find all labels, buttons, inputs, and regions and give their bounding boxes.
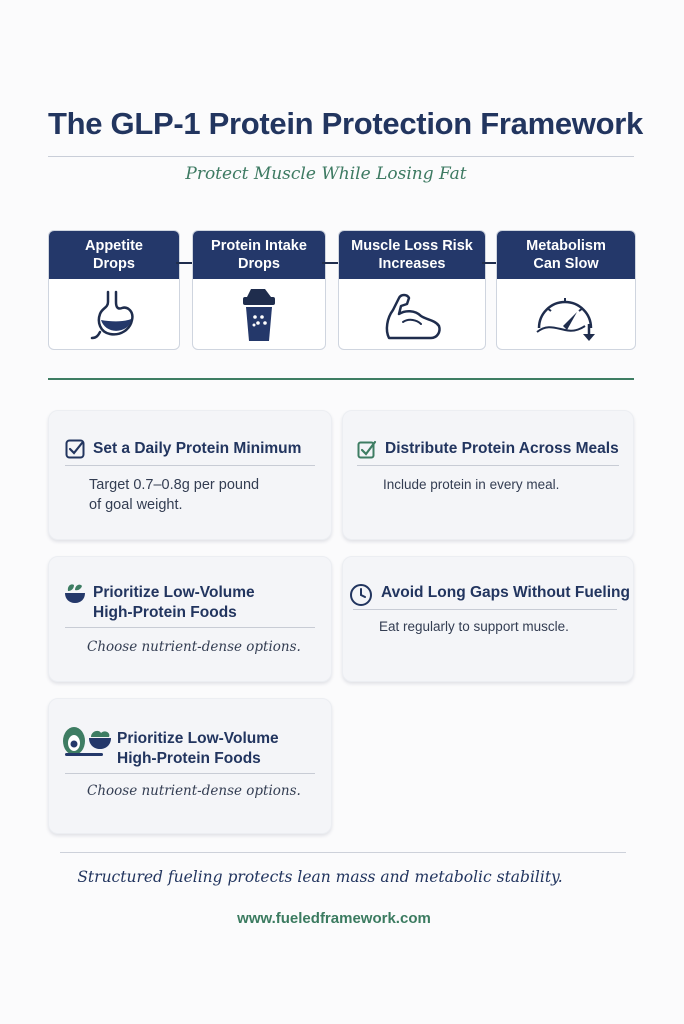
- footer-url[interactable]: www.fueledframework.com: [237, 910, 431, 927]
- step-label-line1: Metabolism: [526, 238, 606, 254]
- card-low-volume-foods: [48, 556, 332, 682]
- step-muscle-loss: [338, 230, 486, 350]
- card-title: Avoid Long Gaps Without Fueling: [381, 584, 630, 601]
- title-divider: [48, 156, 634, 157]
- checkbox-icon: [357, 439, 377, 459]
- step-label-line1: Muscle Loss Risk: [351, 238, 473, 254]
- step-label-line1: Appetite: [85, 238, 143, 254]
- card-divider: [65, 465, 315, 466]
- avocado-bowl-icon: [61, 725, 113, 757]
- page-title: The GLP-1 Protein Protection Framework: [48, 106, 643, 141]
- page-subtitle: Protect Muscle While Losing Fat: [185, 164, 467, 184]
- step-header: [497, 231, 635, 279]
- step-header: [339, 231, 485, 279]
- step-metabolism: [496, 230, 636, 350]
- step-label-line1: Protein Intake: [211, 238, 307, 254]
- footer-tagline: Structured fueling protects lean mass and metabolic stability.: [77, 868, 563, 886]
- card-body: Include protein in every meal.: [383, 477, 560, 492]
- card-divider: [353, 609, 617, 610]
- step-protein-intake: [192, 230, 326, 350]
- card-divider: [65, 773, 315, 774]
- step-header: [193, 231, 325, 279]
- card-title: Set a Daily Protein Minimum: [93, 440, 302, 457]
- card-distribute-protein: [342, 410, 634, 540]
- step-label-line2: Increases: [378, 256, 446, 272]
- card-title: [93, 583, 255, 623]
- checkbox-icon: [65, 439, 85, 459]
- card-body: Choose nutrient-dense options.: [87, 783, 301, 799]
- stomach-icon: [49, 283, 179, 349]
- flexed-arm-icon: [339, 283, 485, 349]
- card-low-volume-foods-2: [48, 698, 332, 834]
- card-title-line2: High-Protein Foods: [93, 604, 237, 621]
- process-steps: [48, 230, 638, 350]
- card-divider: [65, 627, 315, 628]
- card-body-line1: Target 0.7–0.8g per pound: [89, 477, 260, 493]
- step-label-line2: Drops: [93, 256, 135, 272]
- section-divider: [48, 378, 634, 380]
- step-appetite: [48, 230, 180, 350]
- card-title-line2: High-Protein Foods: [117, 750, 261, 767]
- clock-icon: [349, 583, 373, 607]
- card-daily-protein-minimum: [48, 410, 332, 540]
- gauge-down-icon: [497, 283, 635, 349]
- card-title-line1: Prioritize Low-Volume: [93, 584, 255, 601]
- card-body: Choose nutrient-dense options.: [87, 639, 301, 655]
- card-avoid-long-gaps: [342, 556, 634, 682]
- step-header: [49, 231, 179, 279]
- step-label-line2: Drops: [238, 256, 280, 272]
- footer-divider: [60, 852, 626, 853]
- card-divider: [357, 465, 619, 466]
- card-body-line2: of goal weight.: [89, 497, 183, 513]
- step-label-line2: Can Slow: [533, 256, 599, 272]
- card-title: Distribute Protein Across Meals: [385, 440, 619, 457]
- shaker-bottle-icon: [193, 283, 325, 349]
- salad-bowl-icon: [63, 581, 87, 605]
- card-body: [89, 475, 259, 515]
- card-body: Eat regularly to support muscle.: [379, 619, 569, 634]
- card-title: [117, 729, 279, 769]
- card-title-line1: Prioritize Low-Volume: [117, 730, 279, 747]
